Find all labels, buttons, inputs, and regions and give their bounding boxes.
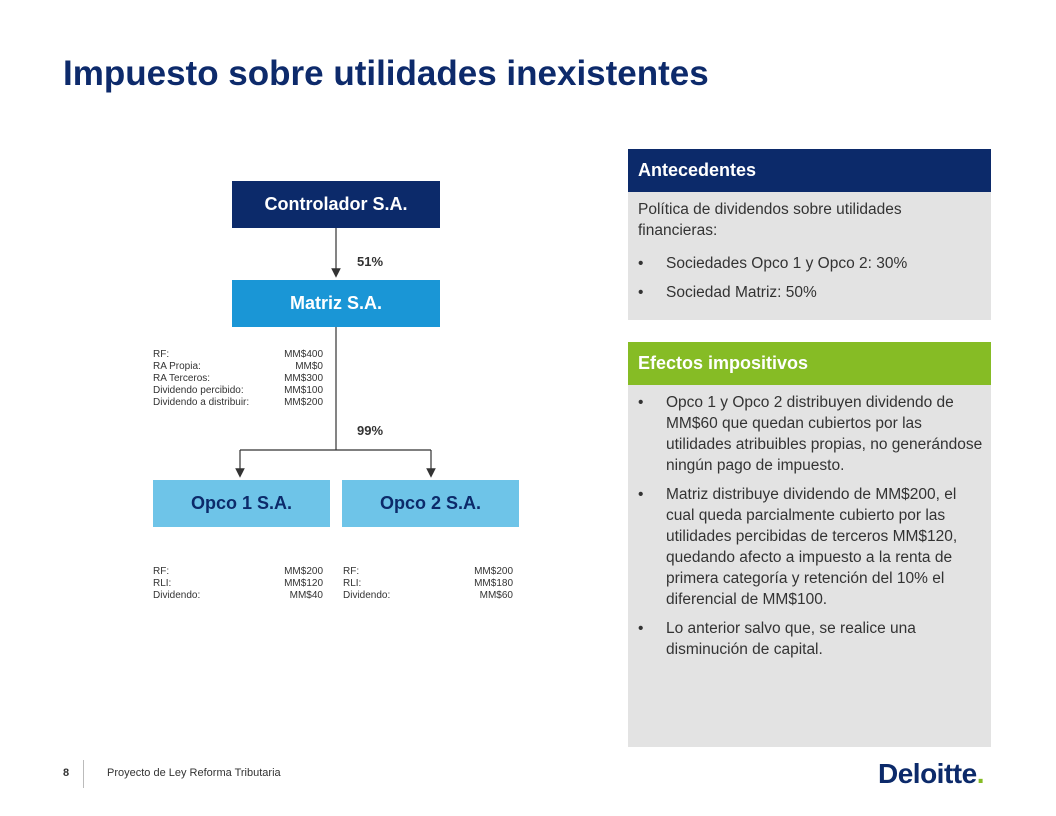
opco2-financials xyxy=(343,566,513,602)
antecedentes-header: Antecedentes xyxy=(628,149,991,192)
fin-value: MM$180 xyxy=(474,578,513,589)
fin-row xyxy=(153,566,323,578)
node-matriz: Matriz S.A. xyxy=(232,280,440,327)
fin-label: Dividendo: xyxy=(343,590,391,601)
efectos-panel xyxy=(628,385,991,747)
fin-label: RA Terceros: xyxy=(153,373,211,384)
fin-label: RLI: xyxy=(343,578,362,589)
fin-label: RF: xyxy=(343,566,360,577)
antecedentes-list xyxy=(638,253,983,311)
footer-text: Proyecto de Ley Reforma Tributaria xyxy=(107,767,281,779)
fin-label: Dividendo percibido: xyxy=(153,385,244,396)
efectos-list xyxy=(638,392,983,668)
opco1-financials xyxy=(153,566,323,602)
fin-label: Dividendo: xyxy=(153,590,201,601)
efectos-header: Efectos impositivos xyxy=(628,342,991,385)
fin-value: MM$200 xyxy=(284,566,323,577)
fin-label: RA Propia: xyxy=(153,361,201,372)
fin-value: MM$200 xyxy=(474,566,513,577)
list-item: • Lo anterior salvo que, se realice una disminución de capital. xyxy=(638,618,983,660)
deloitte-logo xyxy=(878,758,984,790)
footer-divider xyxy=(83,760,84,788)
list-item: • Opco 1 y Opco 2 distribuyen dividendo de MM$60 que quedan cubiertos por las utilidades atribuibles propias, no generándose ningún pago de impuesto. xyxy=(638,392,983,476)
fin-value: MM$0 xyxy=(295,361,323,372)
ownership-pct-opcos: 99% xyxy=(357,423,384,438)
matriz-financials xyxy=(153,349,323,409)
fin-value: MM$40 xyxy=(289,590,323,601)
logo-text: Deloitte xyxy=(878,758,977,789)
fin-label: RLI: xyxy=(153,578,172,589)
fin-row xyxy=(153,578,323,590)
antecedentes-intro: Política de dividendos sobre utilidades financieras: xyxy=(638,201,902,239)
fin-row xyxy=(343,578,513,590)
fin-value: MM$100 xyxy=(284,385,323,396)
fin-label: Dividendo a distribuir: xyxy=(153,397,250,408)
antecedentes-panel xyxy=(628,192,991,320)
fin-label: RF: xyxy=(153,349,170,360)
page-title: Impuesto sobre utilidades inexistentes xyxy=(63,54,709,93)
fin-row xyxy=(153,373,323,385)
node-opco2: Opco 2 S.A. xyxy=(342,480,519,527)
fin-row xyxy=(153,361,323,373)
fin-row xyxy=(153,349,323,361)
fin-row xyxy=(153,385,323,397)
fin-value: MM$200 xyxy=(284,397,323,408)
list-item: • Sociedades Opco 1 y Opco 2: 30% xyxy=(638,253,983,274)
logo-dot: . xyxy=(976,758,984,789)
fin-row xyxy=(153,590,323,602)
fin-value: MM$400 xyxy=(284,349,323,360)
ownership-pct-matriz: 51% xyxy=(357,254,384,269)
fin-value: MM$120 xyxy=(284,578,323,589)
list-item: • Matriz distribuye dividendo de MM$200, el cual queda parcialmente cubierto por las utilidades percibidas de terceros MM$120, quedando afecto a impuesto a la renta de primera categoría y retención del 10% el diferencial de MM$100. xyxy=(638,484,983,610)
fin-row xyxy=(343,566,513,578)
node-opco1: Opco 1 S.A. xyxy=(153,480,330,527)
node-controlador: Controlador S.A. xyxy=(232,181,440,228)
fin-value: MM$300 xyxy=(284,373,323,384)
fin-value: MM$60 xyxy=(479,590,513,601)
list-item: • Sociedad Matriz: 50% xyxy=(638,282,983,303)
fin-row xyxy=(153,397,323,409)
page-number: 8 xyxy=(63,767,70,779)
fin-row xyxy=(343,590,513,602)
fin-label: RF: xyxy=(153,566,170,577)
